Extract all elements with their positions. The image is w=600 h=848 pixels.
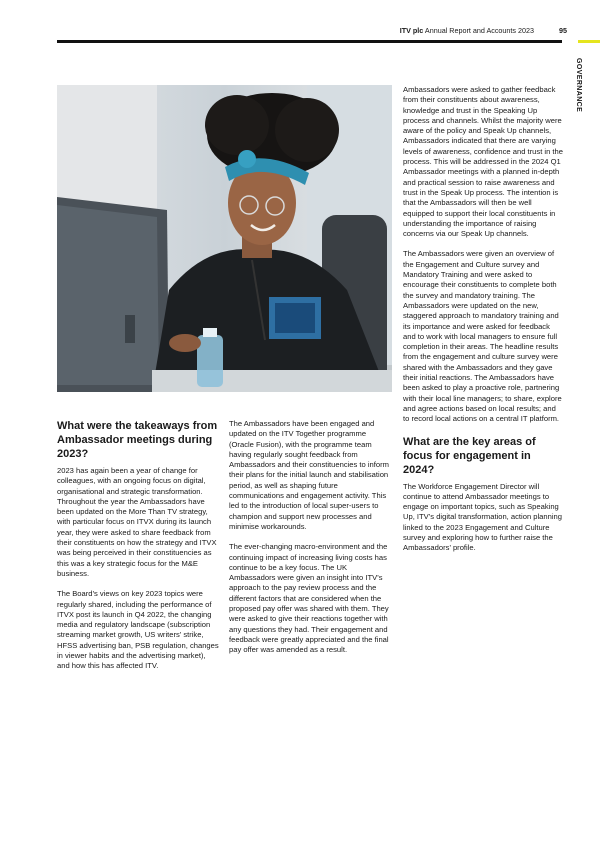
body-paragraph: The Workforce Engagement Director will continue to attend Ambassador meetings to engage on important topics, such as Speaking Up, ITV’s digital transformation, action planning linked to the 2023 Engagement and Culture survey and exploring how to further raise the Ambassadors’ profile. — [403, 481, 562, 553]
focus-areas-heading: What are the key areas of focus for engagement in 2024? — [403, 435, 536, 476]
takeaways-heading: What were the takeaways from Ambassador meetings during 2023? — [57, 420, 218, 460]
header-rule — [57, 40, 562, 43]
body-paragraph: Ambassadors were asked to gather feedback from their constituents about awareness, knowledge and trust in the Speaking Up process and channels. Whilst the majority were aware of the policy and Speak Up channels, Ambassadors indicated that there are varying levels of awareness, confidence and trust in the process. This will be addressed in the 2024 Q1 Ambassador meetings with a planned in-depth and practical session to raise awareness and trust in the Speak Up process. The intention is that the Ambassadors will then be well equipped to support their local constituents in understanding the importance of raising concerns via our Speak Up channels. — [403, 85, 563, 239]
column-middle — [229, 419, 392, 666]
column-right — [403, 85, 563, 564]
report-name: Annual Report and Accounts 2023 — [424, 26, 534, 35]
body-paragraph: 2023 has again been a year of change for colleagues, with an ongoing focus on digital, organisational and strategic transformation. Throughout the year the Ambassadors have been updated on the More Than TV strategy, with particular focus on ITVX during its launch year, they were asked to share feedback from their constituents on how the strategy and ITVX was being perceived in their constituencies as this was a key strategic focus for the M&E business. — [57, 466, 217, 578]
body-paragraph: The ever-changing macro-environment and the continuing impact of increasing living costs has continue to be a key focus. The UK Ambassadors were given an insight into ITV’s approach to the pay review process and the different factors that are considered when the proposed pay offer was shared with them. They were asked to give their reactions together with any questions they had. Their engagement and feedback were greatly appreciated and the final pay offer was amended as a result. — [229, 542, 389, 655]
section-label: GOVERNANCE — [575, 58, 582, 113]
body-paragraph: The Board’s views on key 2023 topics were regularly shared, including the performance of ITVX post its launch in Q4 2022, the changing media and regulatory landscape (subscription streaming market growth, US writers’ strike, HFSS advertising ban, PSB regulation, changes in viewer habits and the advertising market), and how this has affected ITV. — [57, 589, 219, 671]
page-number: 95 — [559, 26, 567, 35]
report-title — [400, 26, 534, 35]
body-paragraph: The Ambassadors have been engaged and updated on the ITV Together programme (Oracle Fusion), with the programme team having regularly sought feedback from Ambassadors and their constituencies to inform their plans for the initial launch and stabilisation period, as well as shaping future communications and engagement activity. This led to the introduction of local super-users to champion and support new processes and minimise workarounds. — [229, 419, 389, 531]
office-worker-photo — [57, 85, 392, 392]
section-accent-bar — [578, 40, 600, 43]
body-paragraph: The Ambassadors were given an overview of the Engagement and Culture survey and Mandatory Training and were asked to encourage their constituents to complete both the survey and mandatory training. The Ambassadors were updated on the new, staggered approach to mandatory training and its importance and were asked for feedback and to work with local managers to ensure full completion in their areas. The headline results from the engagement and culture survey were shared with the Ambassadors and they gave their initial reactions. The Ambassadors have been asked to play a proactive role, partnering with their local line managers; to share, explore and agree actions based on local results; and to record local actions on a central IT platform. — [403, 249, 562, 424]
column-left — [57, 419, 220, 682]
page-header — [0, 25, 600, 39]
company-name: ITV plc — [399, 26, 424, 35]
